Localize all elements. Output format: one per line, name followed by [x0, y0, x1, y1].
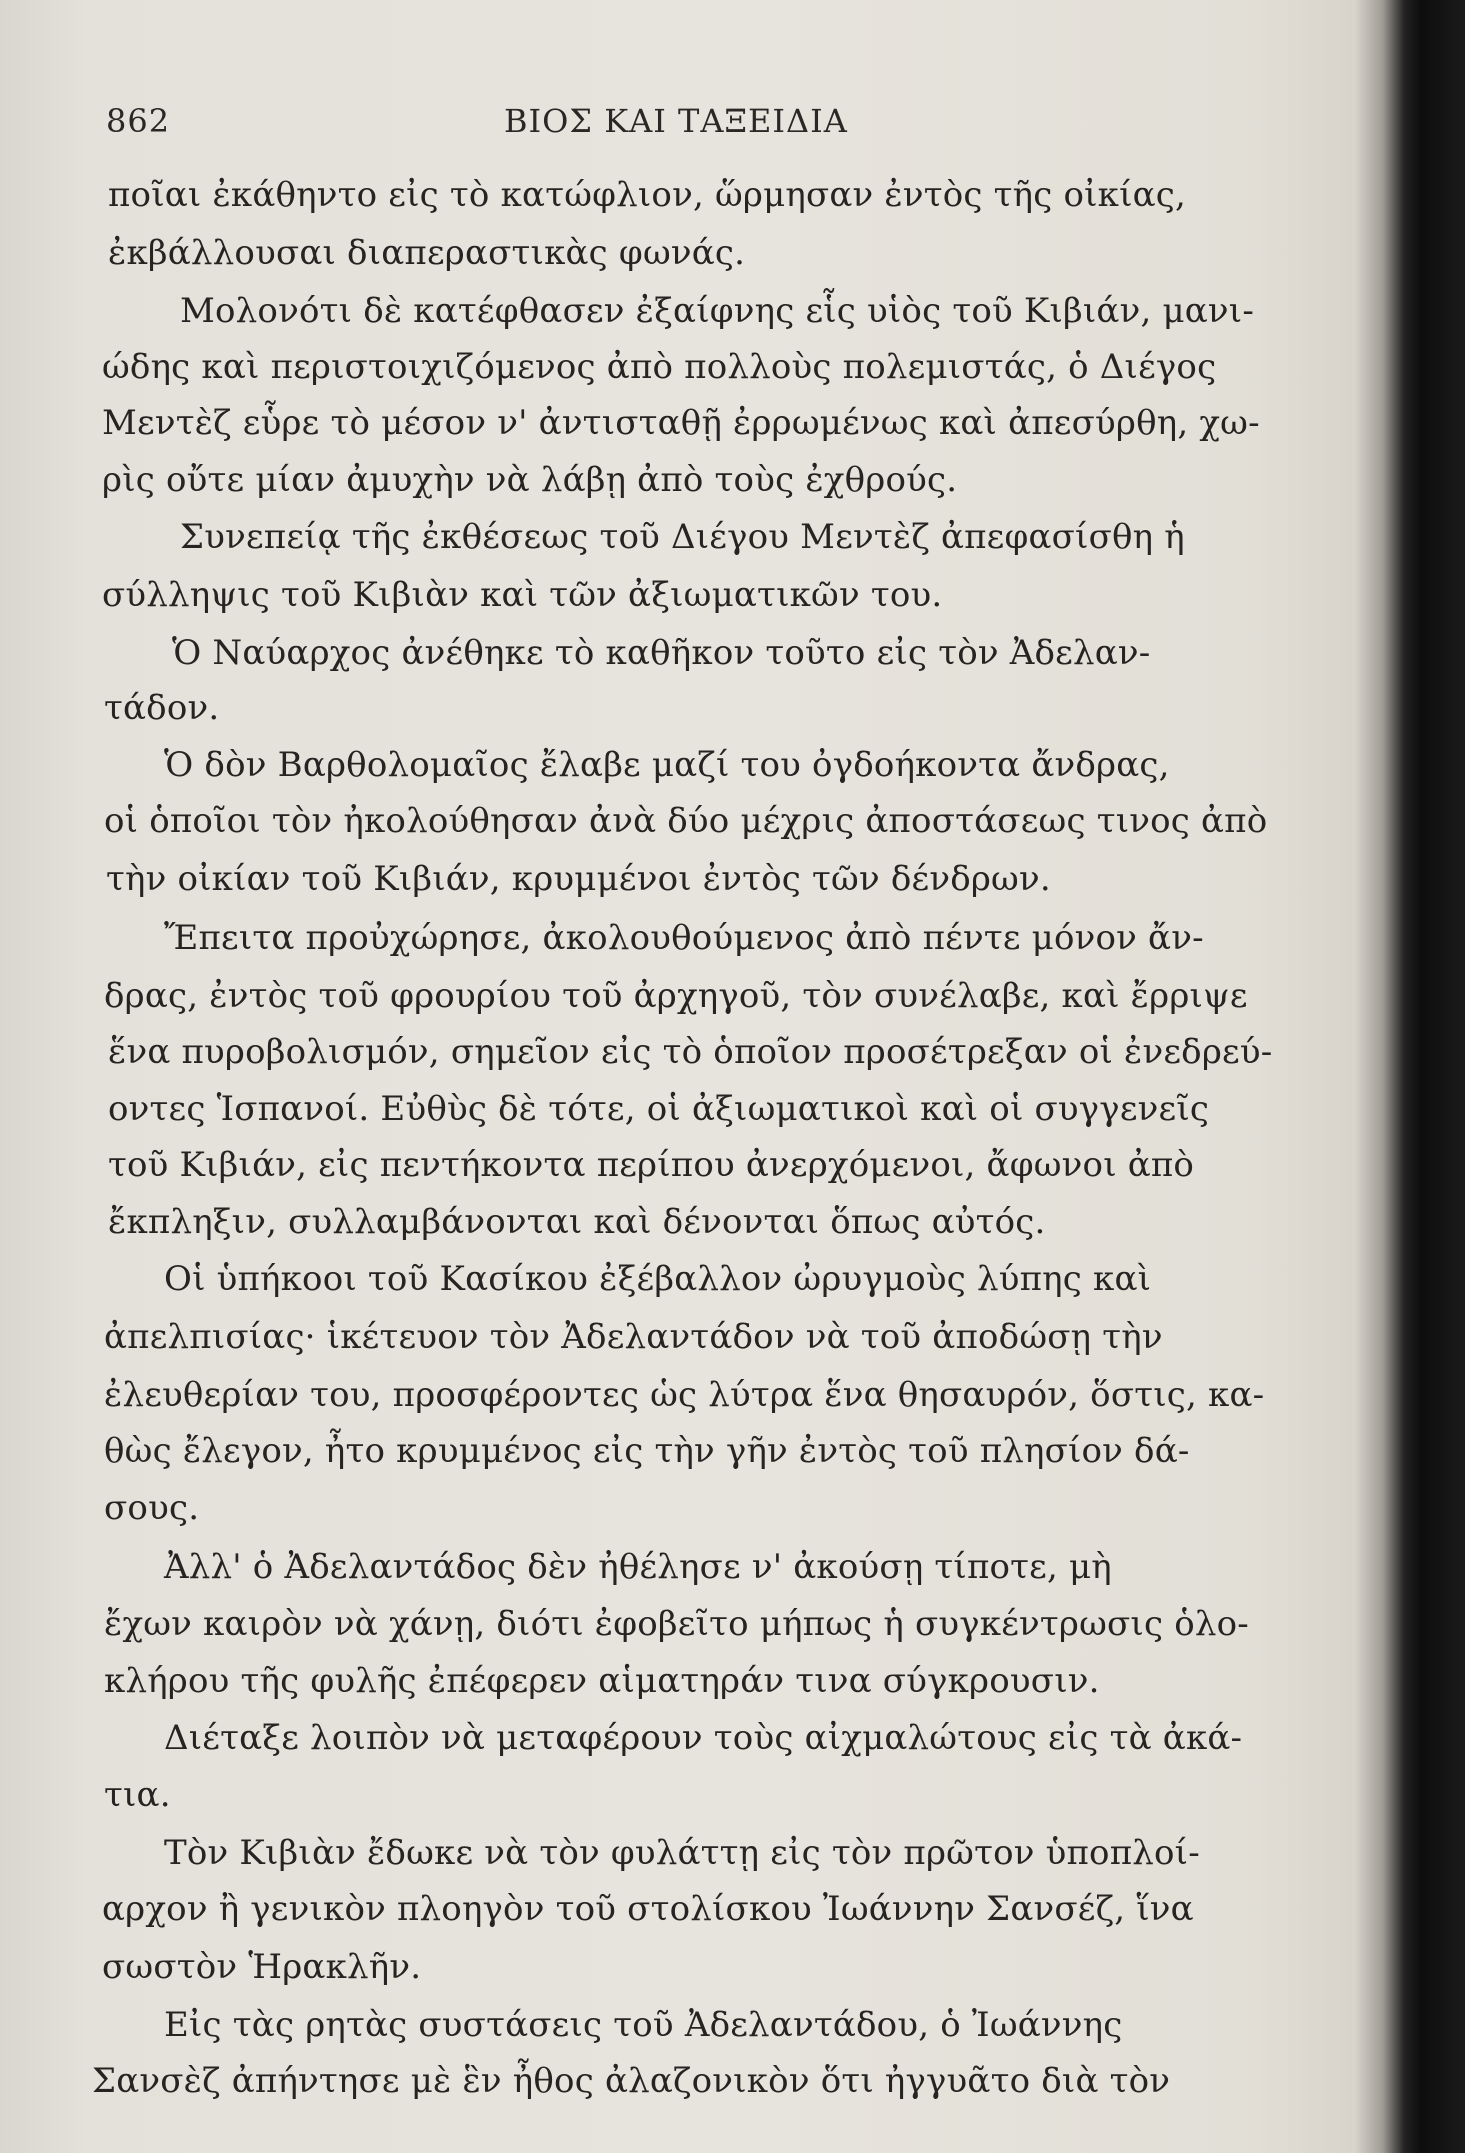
text-line: τὴν οἰκίαν τοῦ Κιβιάν, κρυμμένοι ἐντὸς τῶν δένδρων.: [106, 859, 1051, 899]
text-line: σους.: [104, 1488, 200, 1528]
text-line: σωστὸν Ἡρακλῆν.: [102, 1947, 422, 1987]
binding-shadow: [1355, 0, 1465, 2153]
text-line: Μολονότι δὲ κατέφθασεν ἐξαίφνης εἷς υἱὸς τοῦ Κιβιάν, μανι-: [180, 291, 1255, 331]
text-line: θὼς ἔλεγον, ἦτο κρυμμένος εἰς τὴν γῆν ἐντὸς τοῦ πλησίον δά-: [104, 1431, 1190, 1471]
text-line: Τὸν Κιβιὰν ἔδωκε νὰ τὸν φυλάττῃ εἰς τὸν πρῶτον ὑποπλοί-: [164, 1833, 1200, 1873]
text-line: τάδον.: [104, 688, 220, 728]
text-line: Σανσὲζ ἀπήντησε μὲ ἓν ἦθος ἀλαζονικὸν ὅτι ἠγγυᾶτο διὰ τὸν: [92, 2061, 1171, 2101]
text-line: ώδης καὶ περιστοιχιζόμενος ἀπὸ πολλοὺς πολεμιστάς, ὁ Διέγος: [102, 347, 1217, 387]
text-line: Ἀλλ' ὁ Ἀδελαντάδος δὲν ἠθέλησε ν' ἀκούσῃ τίποτε, μὴ: [164, 1547, 1112, 1587]
text-line: Οἱ ὑπήκοοι τοῦ Κασίκου ἐξέβαλλον ὠρυγμοὺς λύπης καὶ: [164, 1259, 1152, 1299]
text-line: Εἰς τὰς ρητὰς συστάσεις τοῦ Ἀδελαντάδου, ὁ Ἰωάννης: [164, 2005, 1123, 2045]
text-line: οντες Ἱσπανοί. Εὐθὺς δὲ τότε, οἱ ἀξιωματικοὶ καὶ οἱ συγγενεῖς: [108, 1089, 1210, 1129]
running-title: ΒΙΟΣ ΚΑΙ ΤΑΞΕΙΔΙΑ: [504, 102, 848, 140]
text-line: Ὁ Ναύαρχος ἀνέθηκε τὸ καθῆκον τοῦτο εἰς τὸν Ἀδελαν-: [172, 633, 1151, 673]
page-header: [106, 102, 1306, 152]
text-line: αρχον ἢ γενικὸν πλοηγὸν τοῦ στολίσκου Ἰωάννην Σανσέζ, ἵνα: [102, 1889, 1194, 1929]
text-line: ποῖαι ἐκάθηντο εἰς τὸ κατώφλιον, ὥρμησαν ἐντὸς τῆς οἰκίας,: [108, 175, 1187, 215]
text-line: ἐλευθερίαν του, προσφέροντες ὡς λύτρα ἕνα θησαυρόν, ὅστις, κα-: [104, 1375, 1265, 1415]
text-line: ρὶς οὔτε μίαν ἀμυχὴν νὰ λάβῃ ἀπὸ τοὺς ἐχθρούς.: [102, 460, 958, 500]
text-line: ἕνα πυροβολισμόν, σημεῖον εἰς τὸ ὁποῖον προσέτρεξαν οἱ ἐνεδρεύ-: [108, 1032, 1273, 1072]
text-line: ἀπελπισίας· ἱκέτευον τὸν Ἀδελαντάδον νὰ τοῦ ἀποδώσῃ τὴν: [104, 1317, 1163, 1357]
text-line: οἱ ὁποῖοι τὸν ἠκολούθησαν ἀνὰ δύο μέχρις ἀποστάσεως τινος ἀπὸ: [104, 801, 1268, 841]
text-line: δρας, ἐντὸς τοῦ φρουρίου τοῦ ἀρχηγοῦ, τὸν συνέλαβε, καὶ ἔρριψε: [104, 976, 1248, 1016]
text-line: Μεντὲζ εὗρε τὸ μέσον ν' ἀντισταθῇ ἐρρωμένως καὶ ἀπεσύρθη, χω-: [102, 403, 1260, 443]
text-line: τια.: [104, 1775, 171, 1815]
text-line: Διέταξε λοιπὸν νὰ μεταφέρουν τοὺς αἰχμαλώτους εἰς τὰ ἀκά-: [164, 1718, 1243, 1758]
text-line: Ὁ δὸν Βαρθολομαῖος ἔλαβε μαζί του ὀγδοήκοντα ἄνδρας,: [164, 745, 1170, 785]
text-line: Ἔπειτα προὐχώρησε, ἀκολουθούμενος ἀπὸ πέντε μόνον ἄν-: [164, 918, 1204, 958]
text-line: ἔχων καιρὸν νὰ χάνῃ, διότι ἐφοβεῖτο μήπως ἡ συγκέντρωσις ὁλο-: [104, 1604, 1249, 1644]
text-line: ἐκβάλλουσαι διαπεραστικὰς φωνάς.: [108, 233, 746, 273]
text-line: κλήρου τῆς φυλῆς ἐπέφερεν αἱματηράν τινα σύγκρουσιν.: [104, 1661, 1100, 1701]
page-number: 862: [106, 102, 171, 140]
text-line: σύλληψις τοῦ Κιβιὰν καὶ τῶν ἀξιωματικῶν του.: [102, 575, 943, 615]
text-line: τοῦ Κιβιάν, εἰς πεντήκοντα περίπου ἀνερχόμενοι, ἄφωνοι ἀπὸ: [108, 1145, 1195, 1185]
text-line: Συνεπείᾳ τῆς ἐκθέσεως τοῦ Διέγου Μεντὲζ ἀπεφασίσθη ἡ: [180, 517, 1185, 557]
text-line: ἔκπληξιν, συλλαμβάνονται καὶ δένονται ὅπως αὐτός.: [108, 1202, 1046, 1242]
